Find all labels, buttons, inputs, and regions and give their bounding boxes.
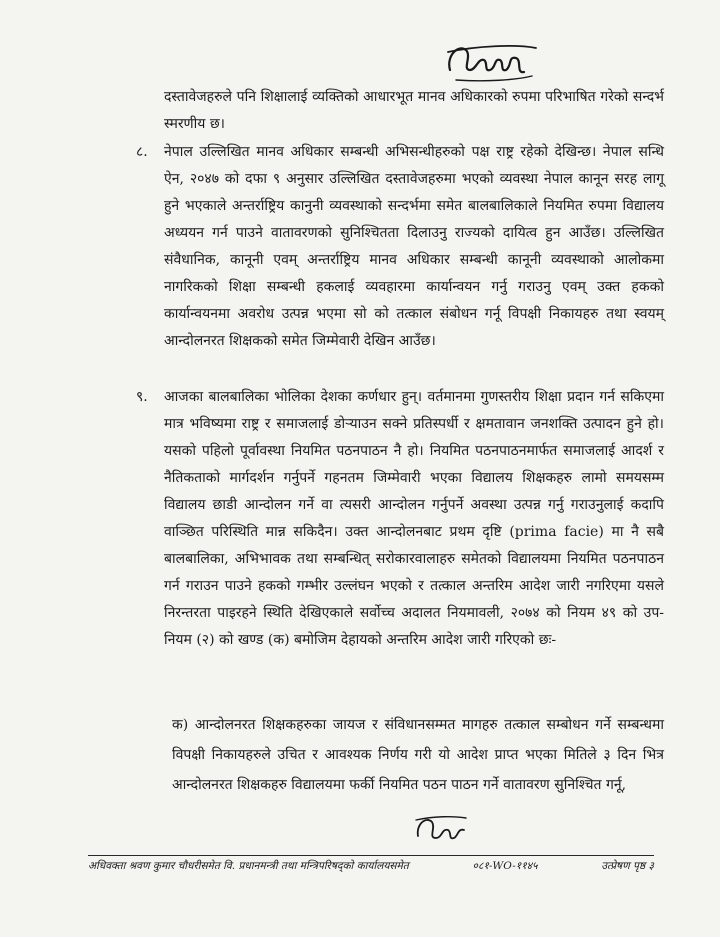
- footer: [88, 858, 654, 874]
- sub-item-label: क): [172, 717, 189, 733]
- sub-item-ka: [172, 710, 664, 800]
- footer-page-label: उत्प्रेषण पृष्ठ ३: [601, 860, 654, 872]
- paragraph-8: नेपाल उल्लिखित मानव अधिकार सम्बन्धी अभिसन्धीहरुको पक्ष राष्ट्र रहेको देखिन्छ। नेपाल सन्धि ऐन, २०४७ को दफा ९ अनुसार उल्लिखित दस्तावेजहरुमा भएको व्यवस्था नेपाल कानून सरह लागू हुने भएकाले अन्तर्राष्ट्रिय कानुनी व्यवस्थाको सन्दर्भमा समेत बालबालिकाले नियमित रुपमा विद्यालय अध्ययन गर्न पाउने वातावरणको सुनिश्चितता दिलाउनु राज्यको दायित्व हुन आउँछ। उल्लिखित संवैधानिक, कानूनी एवम् अन्तर्राष्ट्रिय मानव अधिकार सम्बन्धी कानूनी व्यवस्थाको आलोकमा नागरिकको शिक्षा सम्बन्धी हकलाई व्यवहारमा कार्यान्वयन गर्नु गराउनु एवम् उक्त हकको कार्यान्वयनमा अवरोध उत्पन्न भएमा सो को तत्काल संबोधन गर्नू विपक्षी निकायहरु तथा स्वयम् आन्दोलनरत शिक्षकको समेत जिम्मेवारी देखिन आउँछ।: [164, 144, 664, 349]
- intro-text: दस्तावेजहरुले पनि शिक्षालाई व्यक्तिको आधारभूत मानव अधिकारको रुपमा परिभाषित गरेको सन्दर्भ स्मरणीय छ।: [164, 89, 664, 132]
- signature-bottom-mark: [410, 810, 470, 852]
- paragraph-9: आजका बालबालिका भोलिका देशका कर्णधार हुन्। वर्तमानमा गुणस्तरीय शिक्षा प्रदान गर्न सकिएमा मात्र भविष्यमा राष्ट्र र समाजलाई डोऱ्याउन सक्ने प्रतिस्पर्धी र क्षमतावान जनशक्ति उत्पादन हुने हो। यसको पहिलो पूर्वावस्था नियमित पठनपाठन नै हो। नियमित पठनपाठनमार्फत समाजलाई आदर्श र नैतिकताको मार्गदर्शन गर्नुपर्ने गहनतम जिम्मेवारी भएका विद्यालय शिक्षकहरु लामो समयसम्म विद्यालय छाडी आन्दोलन गर्ने वा त्यसरी आन्दोलन गर्नुपर्ने अवस्था उत्पन्न गर्नु गराउनुलाई कदापि वाञ्छित परिस्थिति मान्न सकिदैन। उक्त आन्दोलनबाट प्रथम दृष्टि (prima facie) मा नै सबै बालबालिका, अभिभावक तथा सम्बन्धित् सरोकारवालाहरु समेतको विद्यालयमा नियमित पठनपाठन गर्न गराउन पाउने हकको गम्भीर उल्लंघन भएको र तत्काल अन्तरिम आदेश जारी नगरिएमा यसले निरन्तरता पाइरहने स्थिति देखिएकाले सर्वोच्च अदालत नियमावली, २०७४ को नियम ४९ को उप-नियम (२) को खण्ड (क) बमोजिम देहायको अन्तरिम आदेश जारी गरिएको छः-: [164, 389, 664, 648]
- paragraph-number: ८.: [136, 144, 148, 160]
- signature-bottom: [410, 810, 470, 852]
- paragraph-number: ९.: [136, 389, 148, 405]
- footer-rule: [88, 855, 654, 856]
- footer-case-number: ०८१-WO-११४५: [472, 860, 538, 872]
- sub-item-text: आन्दोलनरत शिक्षकहरुका जायज र संविधानसम्मत मागहरु तत्काल सम्बोधन गर्ने सम्बन्धमा विपक्षी निकायहरुले उचित र आवश्यक निर्णय गरी यो आदेश प्राप्त भएका मितिले ३ दिन भित्र आन्दोलनरत शिक्षकहरु विद्यालयमा फर्की नियमित पठन पाठन गर्ने वातावरण सुनिश्चित गर्नू,: [172, 717, 664, 793]
- footer-case-title: अधिवक्ता श्रवण कुमार चौधरीसमेत वि. प्रधानमन्त्री तथा मन्त्रिपरिषद्को कार्यालयसमेत: [88, 860, 409, 872]
